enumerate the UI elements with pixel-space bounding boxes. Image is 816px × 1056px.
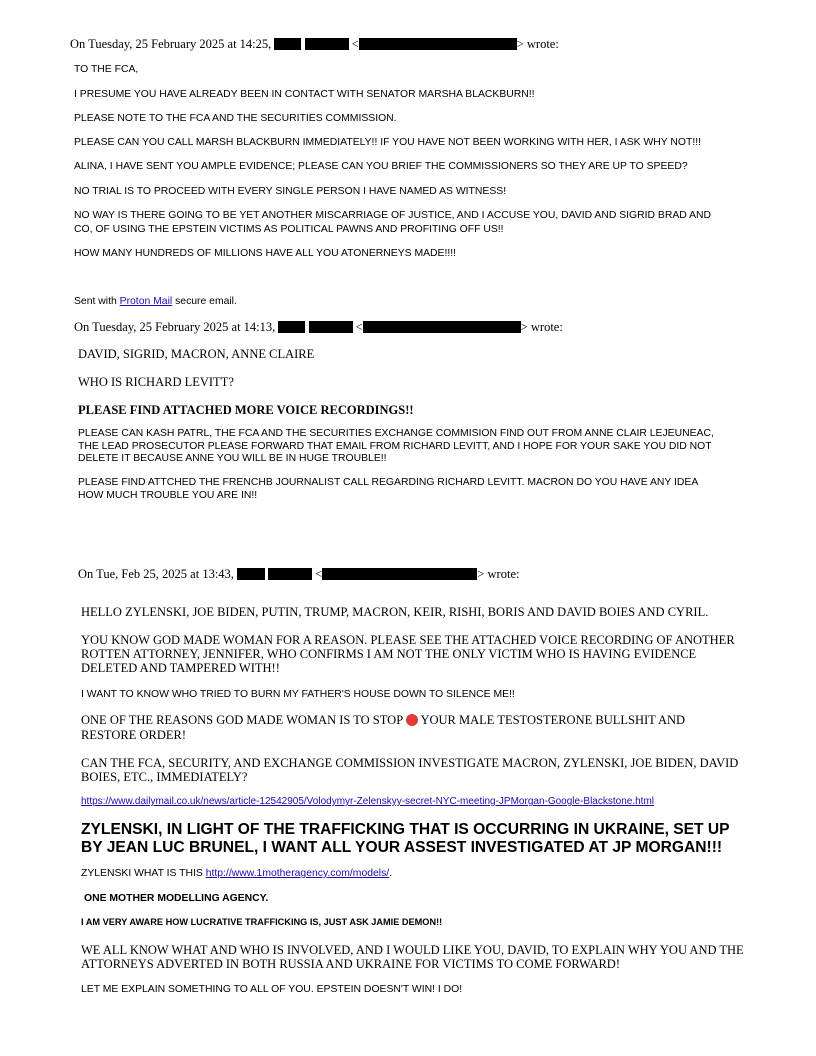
redacted-block bbox=[309, 321, 353, 333]
proton-mail-link[interactable]: Proton Mail bbox=[119, 296, 173, 307]
email3-para-line: WE ALL KNOW WHAT AND WHO IS INVOLVED, AND I WOULD LIKE YOU, DAVID, TO EXPLAIN WHY YOU AND THE bbox=[81, 943, 744, 957]
email1-line: CO, OF USING THE EPSTEIN VICTIMS AS POLITICAL PAWNS AND PROFITING OFF US!! bbox=[74, 224, 504, 235]
redacted-block bbox=[237, 568, 265, 580]
email2-line: WHO IS RICHARD LEVITT? bbox=[78, 375, 234, 389]
email2-header: On Tuesday, 25 February 2025 at 14:13, < > wrote: bbox=[74, 320, 563, 334]
redacted-email bbox=[359, 38, 517, 50]
email1-line: HOW MANY HUNDREDS OF MILLIONS HAVE ALL YOU ATONERNEYS MADE!!!! bbox=[74, 248, 457, 259]
redacted-email bbox=[363, 321, 521, 333]
email2-line: DAVID, SIGRID, MACRON, ANNE CLAIRE bbox=[78, 347, 315, 361]
email2-para-line: PLEASE CAN KASH PATRL, THE FCA AND THE SECURITIES EXCHANGE COMMISION FIND OUT FROM ANNE CLAIR LEJEUNEAC, bbox=[78, 428, 714, 439]
email3-header: On Tue, Feb 25, 2025 at 13:43, < > wrote: bbox=[78, 567, 520, 581]
redacted-block bbox=[278, 321, 305, 333]
email3-greeting: HELLO ZYLENSKI, JOE BIDEN, PUTIN, TRUMP, MACRON, KEIR, RISHI, BORIS AND DAVID BOIES AND CYRIL. bbox=[81, 605, 709, 619]
email3-big-line: ZYLENSKI, IN LIGHT OF THE TRAFFICKING THAT IS OCCURRING IN UKRAINE, SET UP bbox=[81, 821, 730, 838]
email1-line: NO TRIAL IS TO PROCEED WITH EVERY SINGLE PERSON I HAVE NAMED AS WITNESS! bbox=[74, 186, 507, 197]
email1-line: PLEASE CAN YOU CALL MARSH BLACKBURN IMMEDIATELY!! IF YOU HAVE NOT BEEN WORKING WITH HER, I ASK WHY NOT!!! bbox=[74, 137, 702, 148]
email3-bold-line: ONE MOTHER MODELLING AGENCY. bbox=[84, 893, 269, 904]
email3-para-line: ATTORNEYS ADVERTED IN BOTH RUSSIA AND UKRAINE FOR VICTIMS TO COME FORWARD! bbox=[81, 957, 621, 971]
red-circle-icon bbox=[406, 714, 418, 726]
email3-bold-line: I AM VERY AWARE HOW LUCRATIVE TRAFFICKING IS, JUST ASK JAMIE DEMON!! bbox=[81, 917, 443, 927]
email1-line: I PRESUME YOU HAVE ALREADY BEEN IN CONTACT WITH SENATOR MARSHA BLACKBURN!! bbox=[74, 89, 535, 100]
email1-line: ALINA, I HAVE SENT YOU AMPLE EVIDENCE; PLEASE CAN YOU BRIEF THE COMMISSIONERS SO THEY ARE UP TO SPEED? bbox=[74, 161, 688, 172]
redacted-block bbox=[268, 568, 312, 580]
email1-line: NO WAY IS THERE GOING TO BE YET ANOTHER MISCARRIAGE OF JUSTICE, AND I ACCUSE YOU, DAVID AND SIGRID BRAD AND bbox=[74, 210, 712, 221]
email2-para-line: THE LEAD PROSECUTOR PLEASE FORWARD THAT EMAIL FROM RICHARD LEVITT, AND I HOPE FOR YOUR SAKE YOU DID NOT bbox=[78, 441, 712, 452]
redacted-block bbox=[274, 38, 301, 50]
email3-para-line: CAN THE FCA, SECURITY, AND EXCHANGE COMMISSION INVESTIGATE MACRON, ZYLENSKI, JOE BIDEN, DAVID bbox=[81, 756, 739, 770]
email1-header: On Tuesday, 25 February 2025 at 14:25, < > wrote: bbox=[70, 37, 559, 51]
email2-para-line: HOW MUCH TROUBLE YOU ARE IN!! bbox=[78, 490, 258, 501]
email3-big-line: BY JEAN LUC BRUNEL, I WANT ALL YOUR ASSEST INVESTIGATED AT JP MORGAN!!! bbox=[81, 839, 723, 856]
dailymail-article-link[interactable]: https://www.dailymail.co.uk/news/article-12542905/Volodymyr-Zelenskyy-secret-NYC-meeting-JPMorgan-Google-Blackstone.html bbox=[81, 796, 655, 807]
email3-para-line: BOIES, ETC., IMMEDIATELY? bbox=[81, 770, 248, 784]
email1-line: TO THE FCA, bbox=[74, 64, 139, 75]
redacted-block bbox=[305, 38, 349, 50]
email2-line-bold: PLEASE FIND ATTACHED MORE VOICE RECORDINGS!! bbox=[78, 403, 414, 417]
email3-line: LET ME EXPLAIN SOMETHING TO ALL OF YOU. EPSTEIN DOESN'T WIN! I DO! bbox=[81, 984, 463, 995]
email3-para-line: DELETED AND TAMPERED WITH!! bbox=[81, 661, 280, 675]
email2-para-line: DELETE IT BECAUSE ANNE YOU WILL BE IN HUGE TROUBLE!! bbox=[78, 453, 387, 464]
email3-para-line: YOU KNOW GOD MADE WOMAN FOR A REASON. PLEASE SEE THE ATTACHED VOICE RECORDING OF ANOTHER bbox=[81, 633, 735, 647]
email3-link-line bbox=[81, 796, 654, 807]
email3-para-line: RESTORE ORDER! bbox=[81, 728, 186, 742]
email3-line: I WANT TO KNOW WHO TRIED TO BURN MY FATHER'S HOUSE DOWN TO SILENCE ME!! bbox=[81, 689, 515, 700]
redacted-email bbox=[322, 568, 477, 580]
email1-line: PLEASE NOTE TO THE FCA AND THE SECURITIES COMMISSION. bbox=[74, 113, 397, 124]
email3-line: ZYLENSKI WHAT IS THIS http://www.1motheragency.com/models/. bbox=[81, 868, 393, 879]
email3-para-line: ONE OF THE REASONS GOD MADE WOMAN IS TO STOP YOUR MALE TESTOSTERONE BULLSHIT AND bbox=[81, 713, 686, 727]
motheragency-link[interactable]: http://www.1motheragency.com/models/ bbox=[205, 868, 390, 879]
email3-para-line: ROTTEN ATTORNEY, JENNIFER, WHO CONFIRMS I AM NOT THE ONLY VICTIM WHO IS HAVING EVIDENCE bbox=[81, 647, 697, 661]
signature-line: Sent with Proton Mail secure email. bbox=[74, 296, 237, 307]
email2-para-line: PLEASE FIND ATTCHED THE FRENCHB JOURNALIST CALL REGARDING RICHARD LEVITT. MACRON DO YOU HAVE ANY IDEA bbox=[78, 477, 699, 488]
